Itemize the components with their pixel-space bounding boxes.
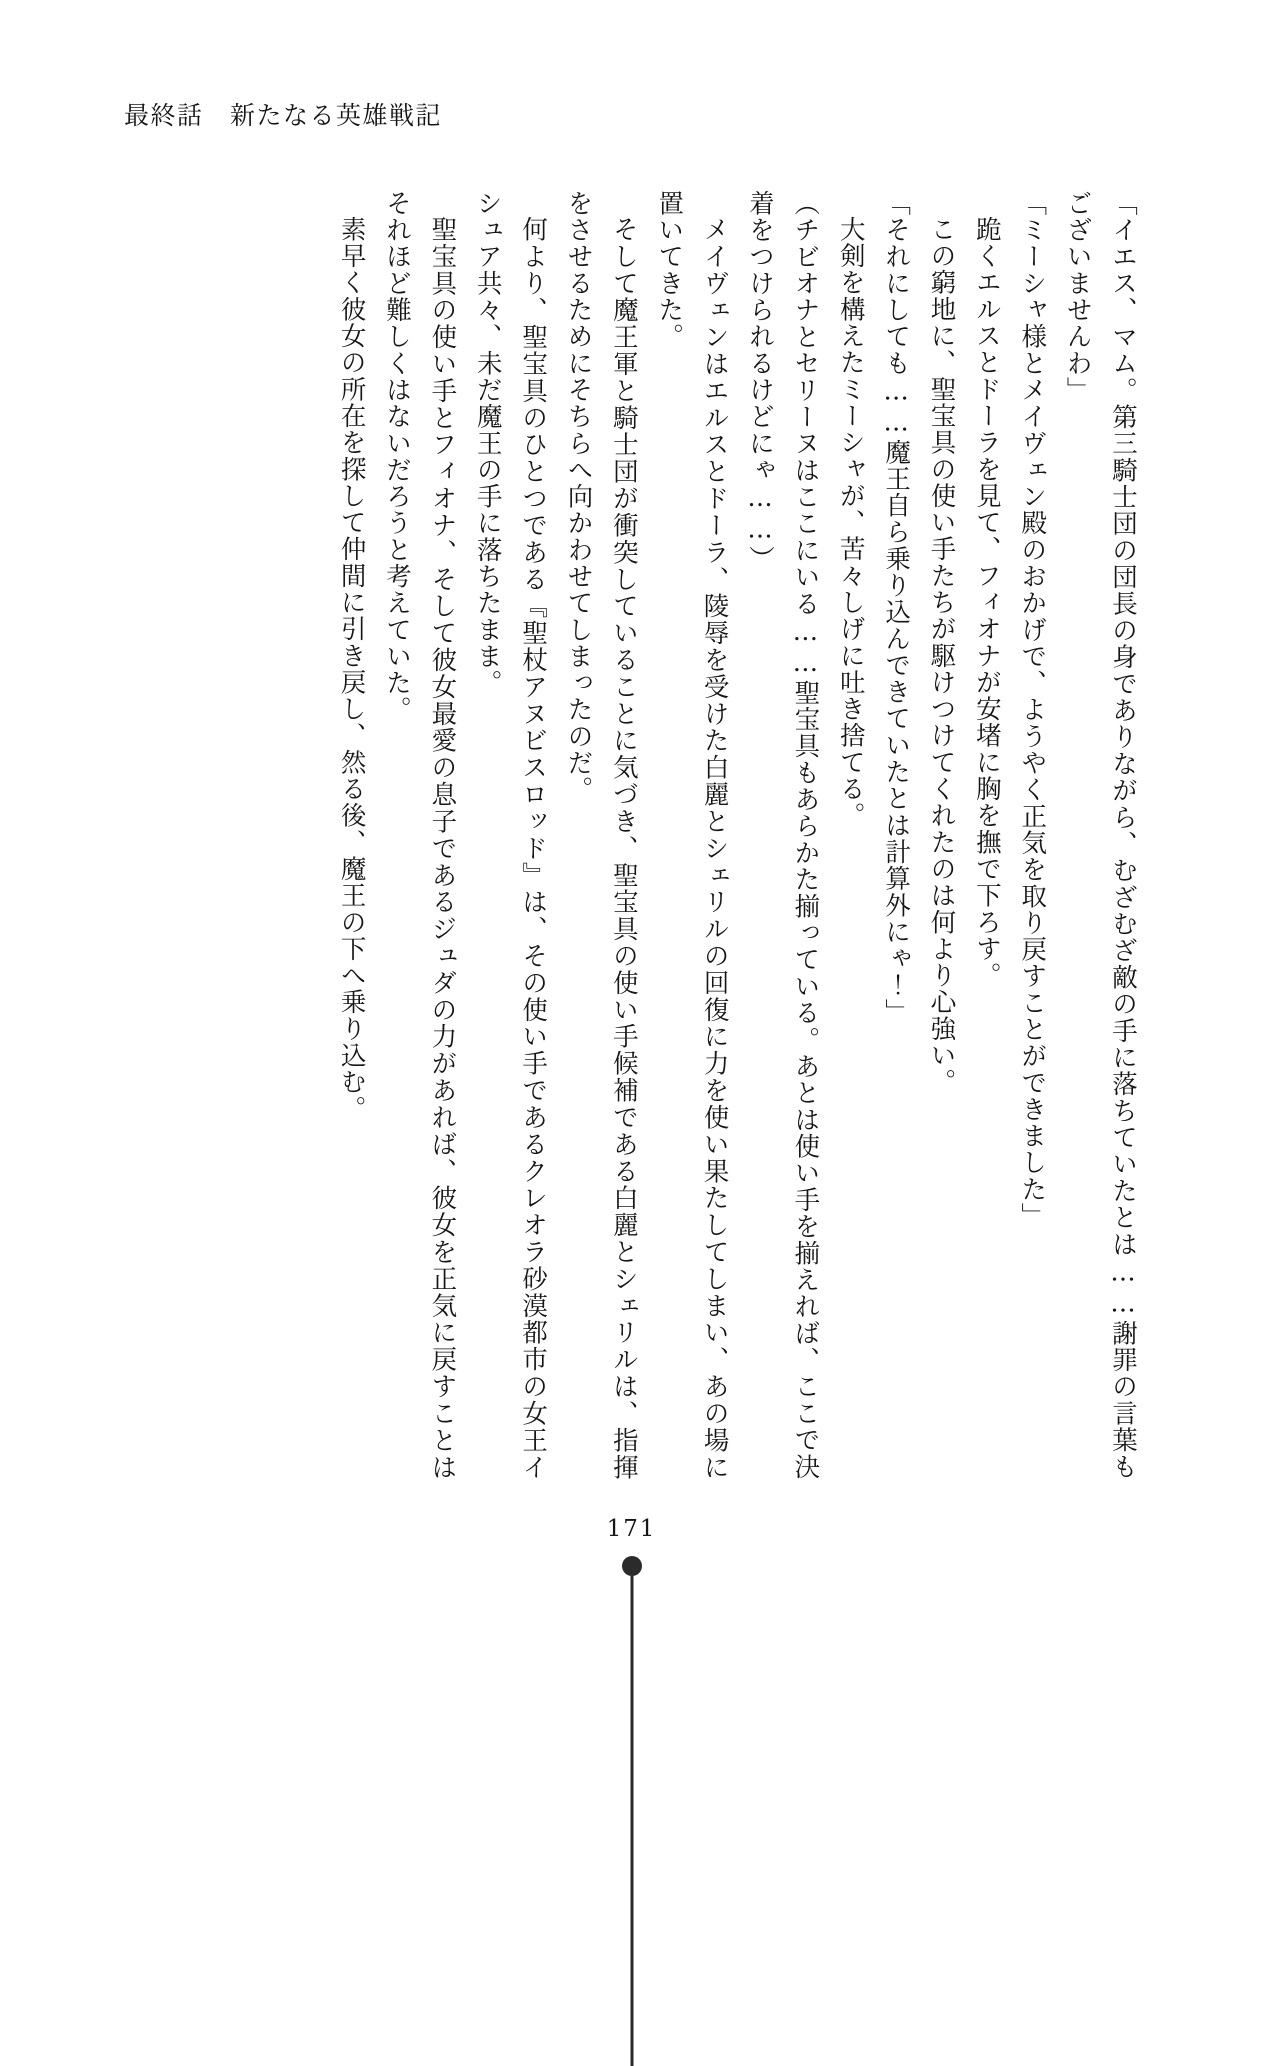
body-paragraph: 聖宝具の使い手とフィオナ、そして彼女最愛の息子であるジュダの力があれば、彼女を正気に戻すことはそれほど難しくはないだろうと考えていた。 <box>382 190 458 1480</box>
body-paragraph: そして魔王軍と騎士団が衝突していることに気づき、聖宝具の使い手候補である白麗とシェリルは、指揮をさせるためにそちらへ向かわせてしまったのだ。 <box>563 190 639 1480</box>
body-paragraph: 「イエス、マム。第三騎士団の団長の身でありながら、むざむざ敵の手に落ちていたとは……謝罪の言葉もございませんわ」 <box>1062 190 1138 1480</box>
body-paragraph: 何より、聖宝具のひとつである『聖杖アヌビスロッド』は、その使い手であるクレオラ砂漠都市の女王イシュア共々、未だ魔王の手に落ちたまま。 <box>472 190 549 1480</box>
body-paragraph: 素早く彼女の所在を探して仲間に引き戻し、然る後、魔王の下へ乗り込む。 <box>336 215 367 1122</box>
body-paragraph: 「ミーシャ様とメイヴェン殿のおかげで、ようやく正気を取り戻すことができました」 <box>1017 190 1048 1230</box>
binding-line-ornament <box>630 1576 633 2066</box>
body-paragraph: （チビオナとセリーヌはここにいる……聖宝具もあらかた揃っている。あとは使い手を揃えれば、ここで決着をつけられるけどにゃ……） <box>745 190 821 1480</box>
body-paragraph: この窮地に、聖宝具の使い手たちが駆けつけてくれたのは何より心強い。 <box>926 215 957 1095</box>
body-paragraph: メイヴェンはエルスとドーラ、陵辱を受けた白麗とシェリルの回復に力を使い果たしてしまい、あの場に置いてきた。 <box>654 190 730 1480</box>
vertical-body-text <box>336 190 1145 1480</box>
body-paragraph: 大剣を構えたミーシャが、苦々しげに吐き捨てる。 <box>835 215 866 829</box>
binding-dot-ornament <box>622 1556 642 1576</box>
body-paragraph: 跪くエルスとドーラを見て、フィオナが安堵に胸を撫で下ろす。 <box>971 215 1002 989</box>
body-paragraph: 「それにしても……魔王自ら乗り込んできていたとは計算外にゃ！」 <box>881 190 912 1026</box>
page-number: 171 <box>606 1516 657 1542</box>
chapter-running-header: 最終話 新たなる英雄戦記 <box>124 101 443 130</box>
